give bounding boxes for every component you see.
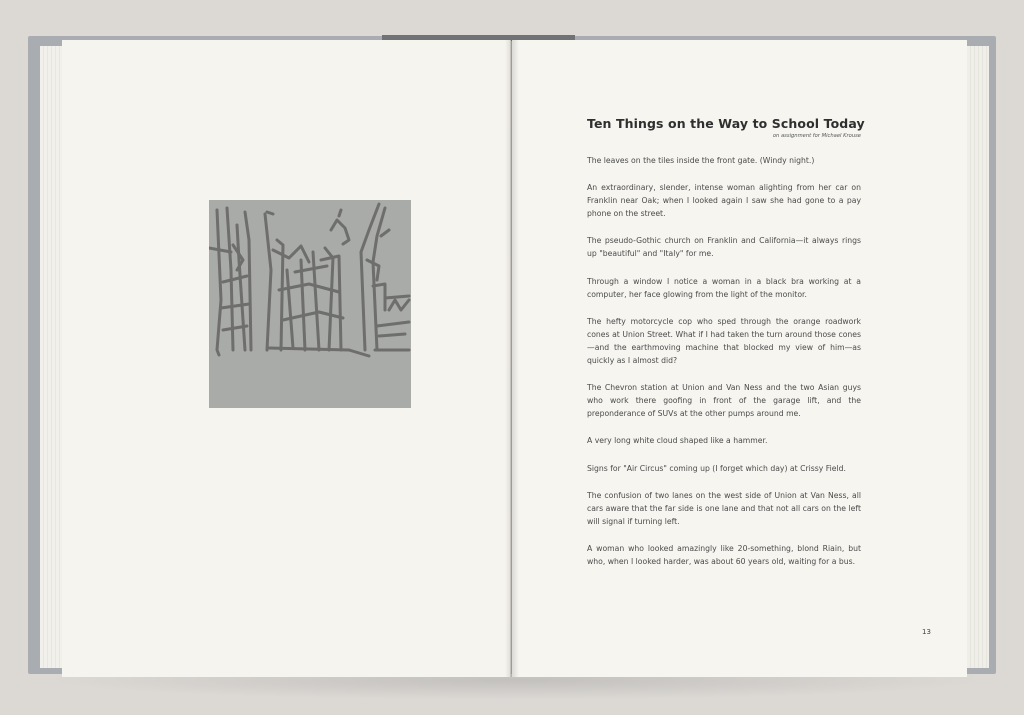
page-number: 13 [922,628,931,636]
tree-illustration [209,200,411,408]
poem-subtitle: on assignment for Michael Krouse [772,133,861,139]
list-item: The leaves on the tiles inside the front gate. (Windy night.) [587,156,815,165]
list-item: A woman who looked amazingly like 20-something, blond Riain, but who, when I looked harder, was about 60 years old, waiting for a bus. [587,543,861,566]
line-drawing-of-trees-icon [209,200,411,408]
poem-text [587,116,865,582]
list-item: The pseudo-Gothic church on Franklin and California—it always rings up "beautiful" and "Italy" for me. [587,236,861,259]
list-item: A very long white cloud shaped like a hammer. [587,436,768,446]
poem-title: Ten Things on the Way to School Today [587,116,865,131]
list-item: The confusion of two lanes on the west side of Union at Van Ness, all cars aware that the far side is one lane and that not all cars on the left will signal if turning left. [587,490,861,526]
left-page-edges [40,46,64,668]
list-item: The Chevron station at Union and Van Ness and the two Asian guys who work there goofing in front of the garage lift, and the preponderance of SUVs at the other pumps around me. [587,383,861,419]
list-item: An extraordinary, slender, intense woman alighting from her car on Franklin near Oak; when I looked again I saw she had gone to a pay phone on the street. [587,183,861,219]
book-gutter [505,40,519,677]
list-item: Through a window I notice a woman in a black bra working at a computer, her face glowing from the light of the monitor. [587,276,861,299]
list-item: The hefty motorcycle cop who sped through the orange roadwork cones at Union Street. What if I had taken the turn around those cones—and the earthmoving machine that blocked my view of him—as quickly as I almost did? [587,316,861,366]
list-item: Signs for "Air Circus" coming up (I forget which day) at Crissy Field. [587,463,846,473]
